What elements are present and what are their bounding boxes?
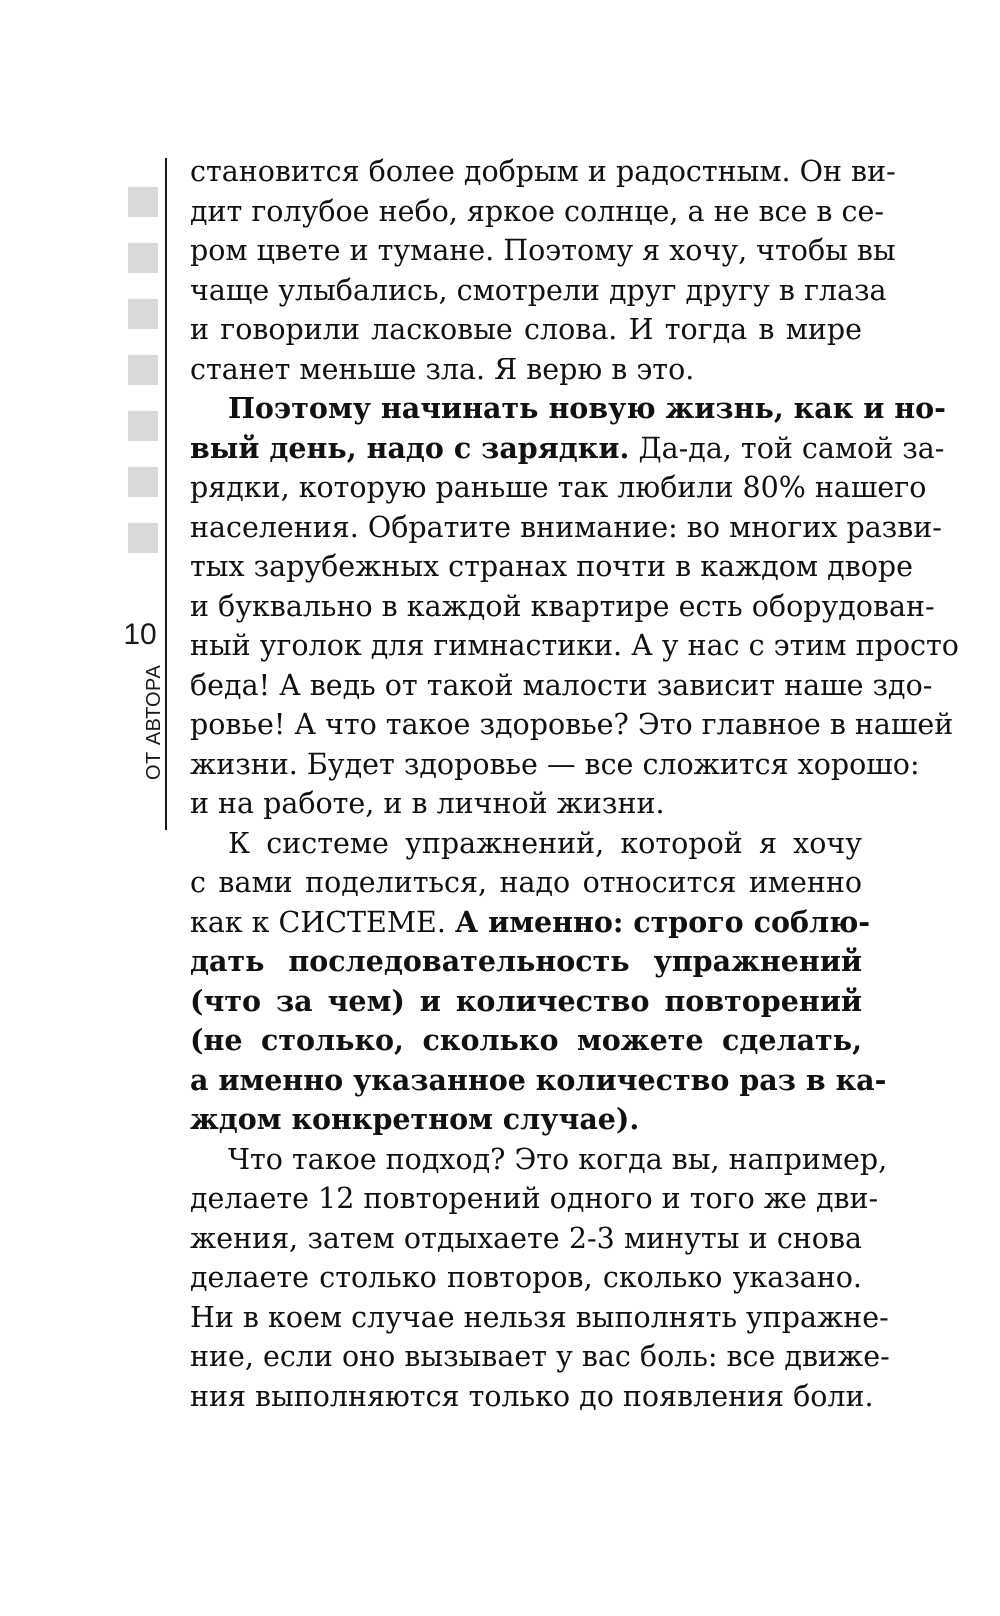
text-run: и говорили ласковые слова. И тогда в мире <box>190 313 862 346</box>
text-line <box>190 1337 890 1377</box>
text-run: ния выполняются только до появления боли. <box>190 1379 874 1413</box>
text-run: жизни. Будет здоровье — все сложится хорошо: <box>190 747 920 781</box>
text-line <box>190 824 862 864</box>
text-run: Да-да, той самой за- <box>629 431 945 465</box>
text-run: беда! А ведь от такой малости зависит наше здо- <box>190 668 933 702</box>
text-run: тых зарубежных странах почти в каждом дворе <box>190 550 914 583</box>
text-run: и буквально в каждой квартире есть оборудован- <box>190 589 935 623</box>
bold-run: Поэтому начинать новую жизнь, как и но- <box>228 391 946 425</box>
text-line <box>190 192 884 232</box>
paragraph <box>190 824 887 1140</box>
text-line <box>190 468 927 508</box>
text-line <box>190 705 954 745</box>
text-line <box>190 310 862 350</box>
section-label: ОТ АВТОРА <box>143 664 165 780</box>
text-line <box>190 666 933 706</box>
text-line <box>190 1298 889 1338</box>
text-run: ние, если оно вызывает у вас боль: все движе- <box>190 1340 890 1373</box>
text-run: ровье! А что такое здоровье? Это главное в нашей <box>190 708 954 741</box>
margin-square <box>128 523 158 553</box>
text-line <box>190 1258 862 1298</box>
text-line <box>190 1140 888 1180</box>
margin-square <box>128 355 158 385</box>
text-line <box>190 587 935 627</box>
text-line <box>190 745 920 785</box>
paragraph <box>190 1140 890 1417</box>
text-line <box>190 152 896 192</box>
margin-square <box>128 299 158 329</box>
text-line <box>190 942 862 982</box>
margin-square <box>128 243 158 273</box>
page-number: 10 <box>123 618 157 651</box>
bold-run: А именно: строго соблю- <box>454 904 871 939</box>
text-line <box>190 1021 862 1061</box>
text-run: дит голубое небо, яркое солнце, а не все в се- <box>190 194 884 228</box>
text-run: ный уголок для гимнастики. А у нас с этим просто <box>190 629 959 662</box>
text-line <box>190 1377 874 1417</box>
text-line <box>190 1219 862 1259</box>
text-line <box>190 1100 862 1140</box>
text-line <box>190 547 914 587</box>
margin-square <box>128 411 158 441</box>
text-line <box>190 626 959 666</box>
text-run: Что такое подход? Это когда вы, например, <box>228 1142 888 1176</box>
text-run: как к СИСТЕМЕ. <box>190 905 455 939</box>
body-text <box>190 152 959 1416</box>
text-run: рядки, которую раньше так любили 80% нашего <box>190 471 927 504</box>
margin-square <box>128 187 158 217</box>
text-line <box>190 1179 879 1219</box>
text-line <box>190 863 862 903</box>
text-run: жения, затем отдыхаете 2-3 минуты и снова <box>190 1221 862 1255</box>
text-run: и на работе, и в личной жизни. <box>190 787 665 820</box>
paragraph <box>190 389 959 824</box>
text-run: К системе упражнений, которой я хочу <box>228 826 862 860</box>
text-run: становится более добрым и радостным. Он ви- <box>190 155 896 188</box>
paragraph <box>190 152 896 389</box>
text-line <box>190 429 945 469</box>
bold-run: (что за чем) и количество повторений <box>190 983 862 1018</box>
text-run: делаете 12 повторений одного и того же дви- <box>190 1182 879 1215</box>
text-line <box>190 231 896 271</box>
text-run: Ни в коем случае нельзя выполнять упражне- <box>190 1300 889 1334</box>
text-run: чаще улыбались, смотрели друг другу в глаза <box>190 273 887 307</box>
bold-run: ждом конкретном случае). <box>190 1102 640 1136</box>
text-line <box>190 1061 887 1101</box>
text-line <box>190 350 862 390</box>
bold-run: вый день, надо с зарядки. <box>190 430 630 465</box>
text-run: населения. Обратите внимание: во многих разви- <box>190 510 942 544</box>
bold-run: дать последовательность упражнений <box>190 944 862 978</box>
text-line <box>190 508 942 548</box>
text-line <box>190 784 862 824</box>
text-run: станет меньше зла. Я верю в это. <box>190 352 695 386</box>
bold-run: (не столько, сколько можете сделать, <box>190 1023 862 1057</box>
bold-run: а именно указанное количество раз в ка- <box>190 1062 887 1097</box>
text-run: делаете столько повторов, сколько указано. <box>190 1261 862 1294</box>
text-line <box>190 271 887 311</box>
text-run: ром цвете и тумане. Поэтому я хочу, чтобы вы <box>190 234 896 267</box>
margin-square <box>128 467 158 497</box>
text-line <box>190 389 946 429</box>
text-line <box>190 982 862 1022</box>
text-run: с вами поделиться, надо относится именно <box>190 866 862 899</box>
text-line <box>190 903 871 943</box>
